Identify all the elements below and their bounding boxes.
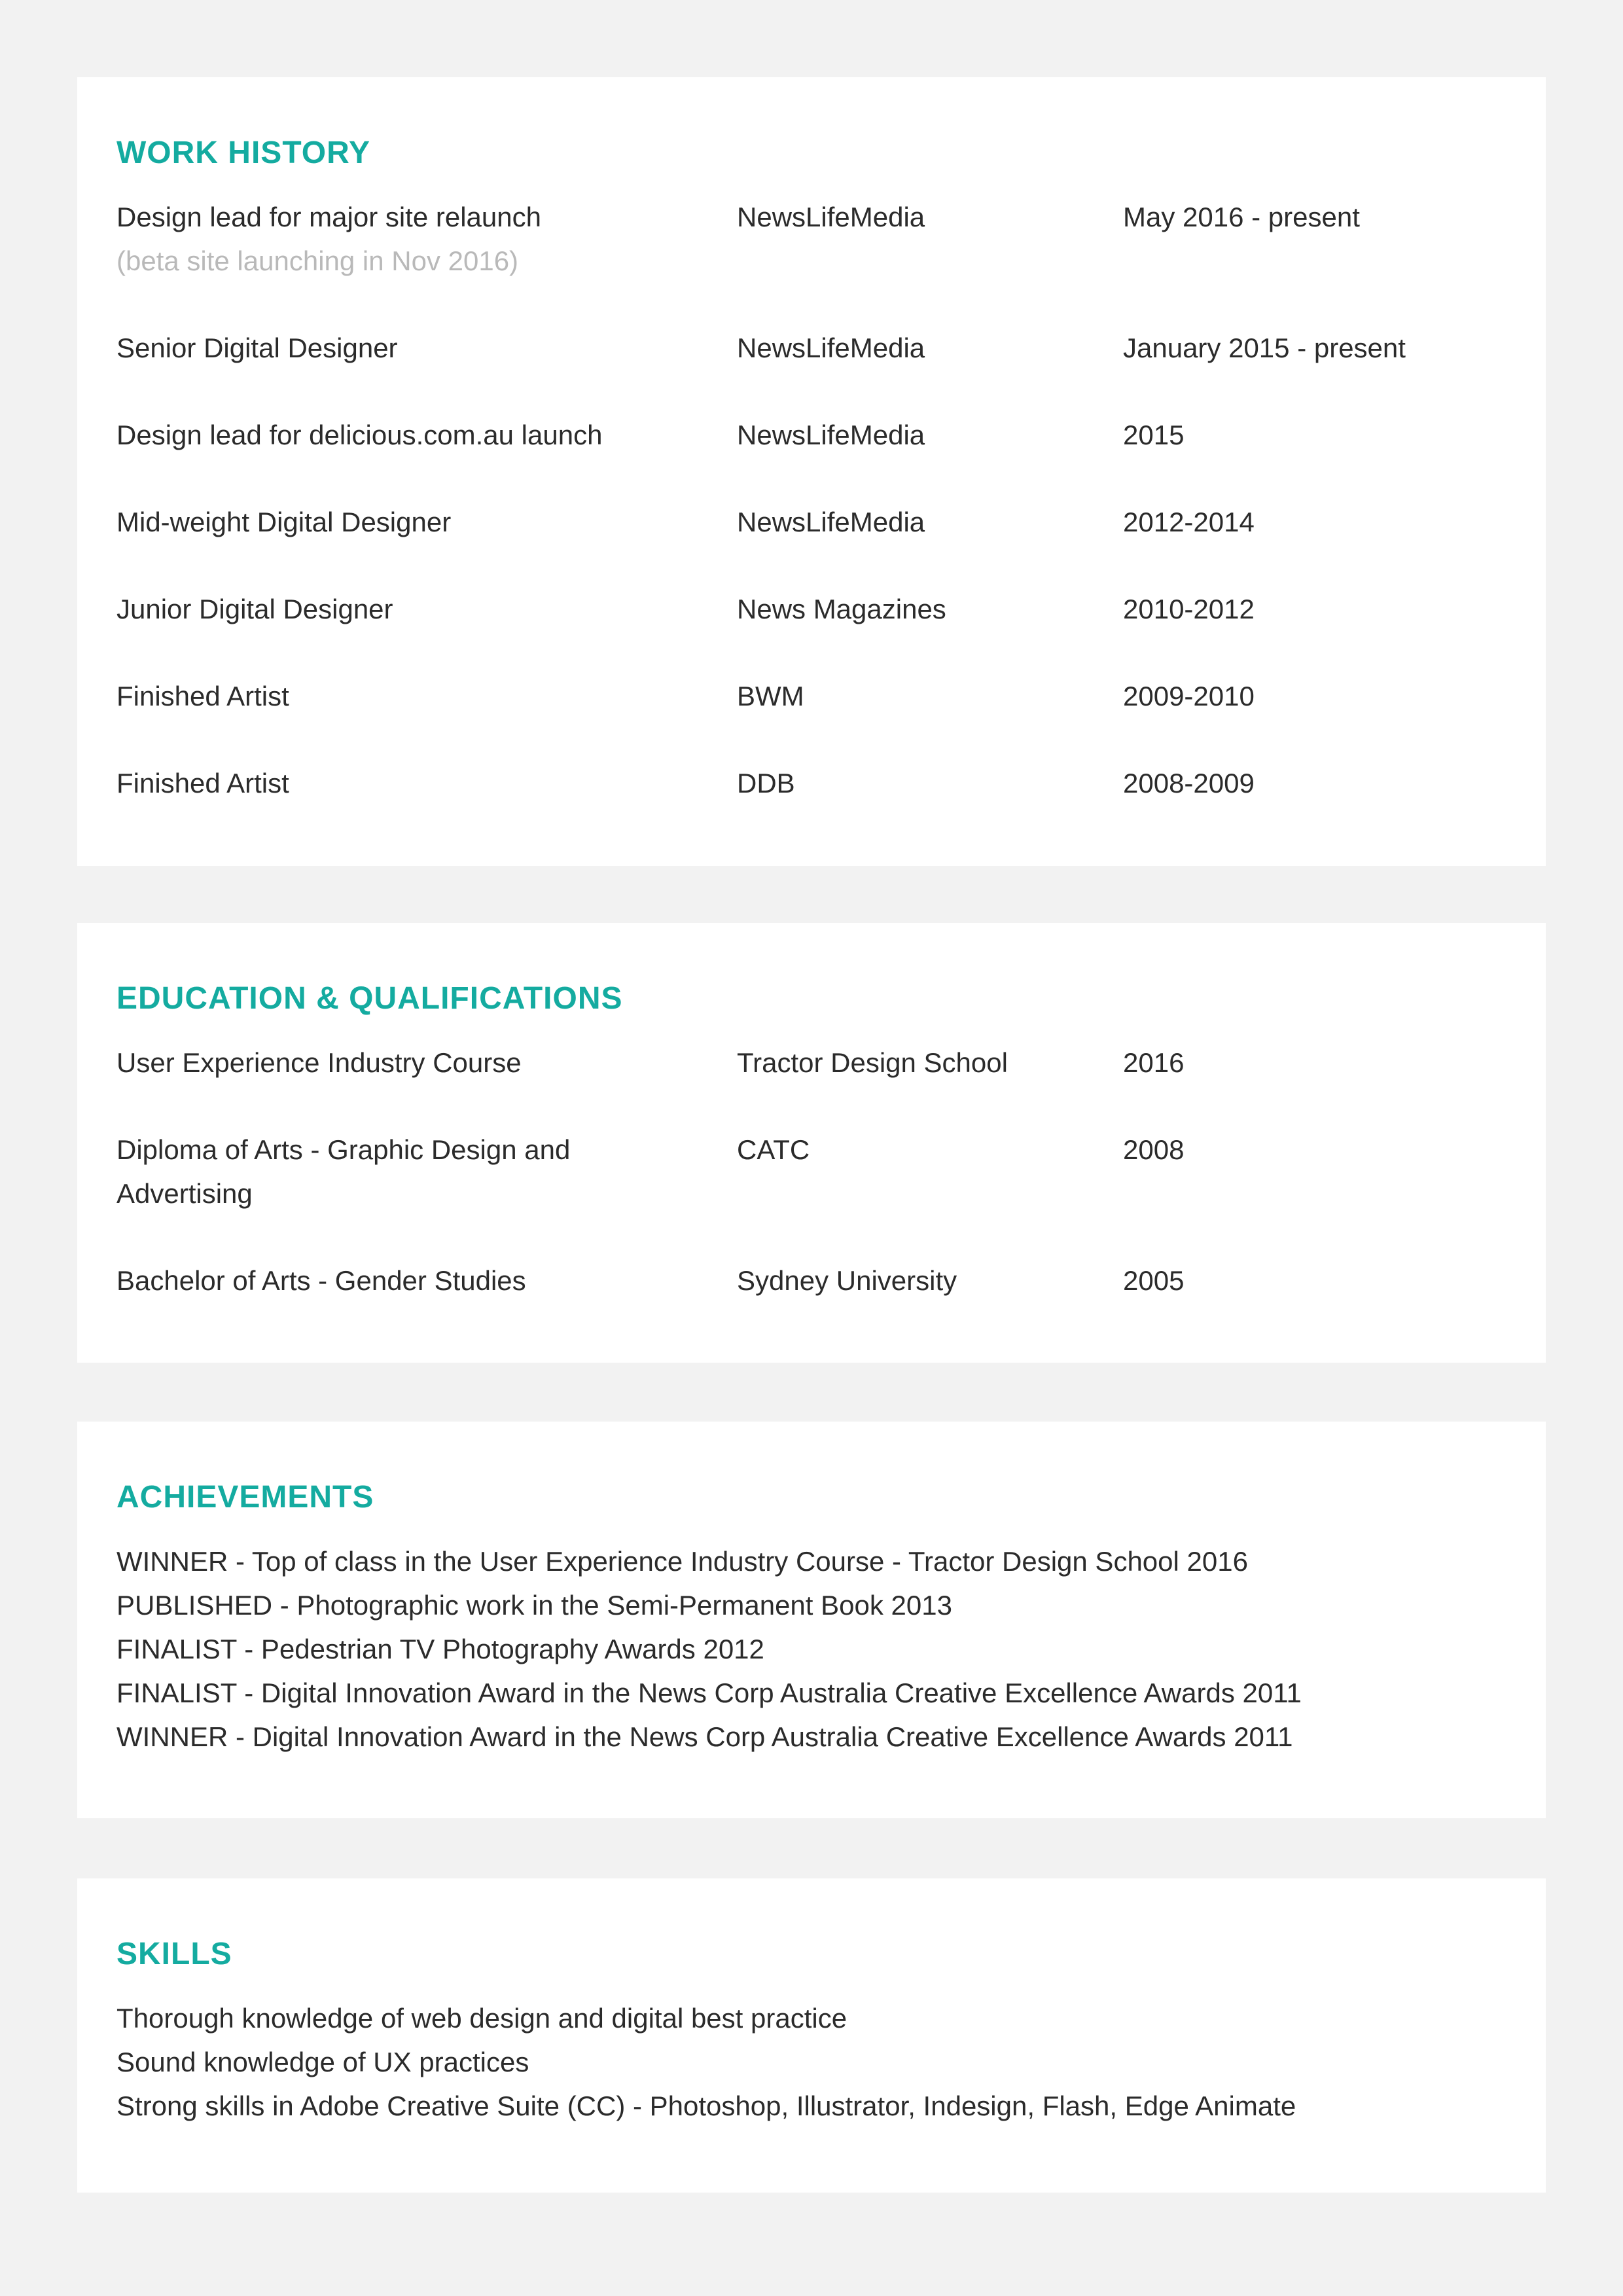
achievement-item: FINALIST - Digital Innovation Award in the News Corp Australia Creative Excellence Awards 2011 [116,1677,1302,1708]
employer: BWM [737,681,804,711]
course-year: 2008 [1123,1134,1185,1165]
job-note: (beta site launching in Nov 2016) [116,245,519,276]
skill-item: Thorough knowledge of web design and digital best practice [116,2003,847,2034]
achievement-item: WINNER - Digital Innovation Award in the News Corp Australia Creative Excellence Awards 2011 [116,1721,1293,1752]
achievements-heading: ACHIEVEMENTS [116,1480,374,1515]
job-title: Senior Digital Designer [116,332,398,363]
job-dates: 2009-2010 [1123,681,1255,711]
job-title: Junior Digital Designer [116,594,393,624]
achievements-section [77,1422,1546,1818]
institution: Sydney University [737,1265,957,1296]
work-history-row [116,195,1507,283]
education-row [116,1128,1507,1215]
institution: Tractor Design School [737,1047,1008,1078]
course-name: Diploma of Arts - Graphic Design and Advertising [116,1134,571,1209]
skill-item: Sound knowledge of UX practices [116,2047,529,2077]
job-title: Finished Artist [116,768,289,798]
work-history-section [77,77,1546,866]
employer: DDB [737,768,795,798]
work-history-row [116,500,1507,544]
course-year: 2005 [1123,1265,1185,1296]
work-history-row [116,587,1507,631]
institution: CATC [737,1134,810,1165]
work-history-heading: WORK HISTORY [116,135,371,170]
employer: NewsLifeMedia [737,507,925,537]
work-history-row [116,413,1507,457]
education-section [77,923,1546,1363]
work-history-row [116,761,1507,805]
job-dates: January 2015 - present [1123,332,1406,363]
job-dates: 2015 [1123,420,1185,450]
education-row [116,1041,1507,1085]
course-year: 2016 [1123,1047,1185,1078]
job-dates: 2012-2014 [1123,507,1255,537]
course-name: User Experience Industry Course [116,1047,522,1078]
achievement-item: WINNER - Top of class in the User Experience Industry Course - Tractor Design School 2016 [116,1546,1248,1577]
job-title: Mid-weight Digital Designer [116,507,452,537]
job-title: Finished Artist [116,681,289,711]
skills-heading: SKILLS [116,1937,232,1971]
job-title: Design lead for delicious.com.au launch [116,420,603,450]
skill-item: Strong skills in Adobe Creative Suite (CC) - Photoshop, Illustrator, Indesign, Flash, Edge Animate [116,2090,1296,2121]
education-heading: EDUCATION & QUALIFICATIONS [116,981,623,1016]
employer: NewsLifeMedia [737,202,925,232]
employer: NewsLifeMedia [737,332,925,363]
achievement-item: FINALIST - Pedestrian TV Photography Awards 2012 [116,1634,764,1664]
job-dates: 2008-2009 [1123,768,1255,798]
work-history-row [116,674,1507,718]
job-dates: May 2016 - present [1123,202,1360,232]
course-name: Bachelor of Arts - Gender Studies [116,1265,526,1296]
achievement-item: PUBLISHED - Photographic work in the Semi-Permanent Book 2013 [116,1590,952,1621]
work-history-row [116,326,1507,370]
skills-section [77,1878,1546,2193]
employer: News Magazines [737,594,946,624]
job-dates: 2010-2012 [1123,594,1255,624]
employer: NewsLifeMedia [737,420,925,450]
job-title: Design lead for major site relaunch [116,202,541,232]
education-row [116,1259,1507,1302]
